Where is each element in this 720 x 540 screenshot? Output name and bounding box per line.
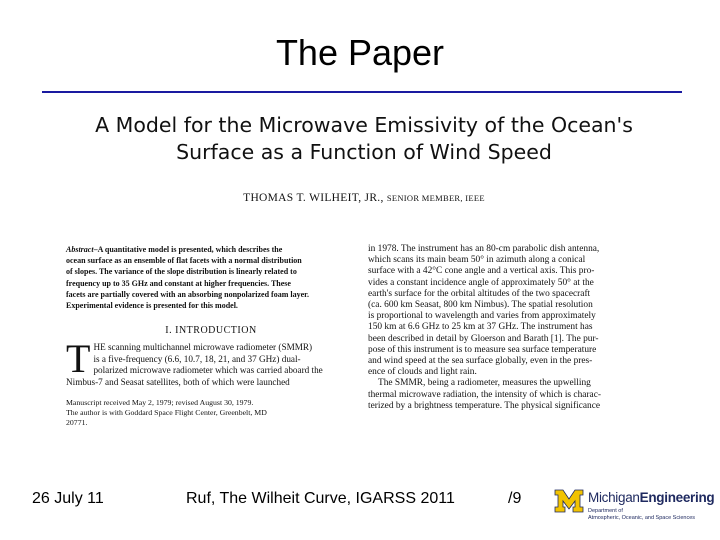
right-column [368,244,662,412]
body-line: earth's surface for the orbital altitudes of the two spacecraft [368,288,591,299]
abstract-lead: Abstract [66,245,94,254]
body-line: thermal microwave radiation, the intensity of which is charac- [368,389,601,400]
author-rank: SENIOR MEMBER, IEEE [386,193,485,203]
footer-title: Ruf, The Wilheit Curve, IGARSS 2011 [186,490,455,507]
slide-title: The Paper [275,32,445,73]
abstract [66,244,356,311]
abstract-line: ocean surface as an ensemble of flat facets with a normal distribution [66,256,302,266]
michigan-engineering-logo [554,486,720,530]
body-line: ence of clouds and light rain. [368,367,477,378]
body-line: which scans its main beam 50° in azimuth along a conical [368,255,586,266]
body-line: vides a constant incidence angle of approximately 50° at the [368,277,594,288]
paper-title-line-1: A Model for the Microwave Emissivity of the Ocean's [95,113,633,137]
body-line: The SMMR, being a radiometer, measures the upwelling [378,378,591,389]
intro-paragraph [66,336,356,388]
logo-department: Department of Atmospheric, Oceanic, and Space Sciences [588,508,696,521]
paper-title-line-2: Surface as a Function of Wind Speed [176,140,552,164]
abstract-line: facets are partially covered with an absorbing nonpolarized foam layer. [66,289,309,299]
section-heading: I. INTRODUCTION [165,325,257,337]
body-line: pose of this instrument is to measure sea surface temperature [368,344,597,355]
body-line: terized by a brightness temperature. The physical significance [368,400,601,411]
intro-line: Nimbus-7 and Seasat satellites, both of which were launched [66,376,290,387]
intro-line: polarized microwave radiometer which was carried aboard the [93,365,323,376]
intro-line: is a five-frequency (6.6, 10.7, 18, 21, and 37 GHz) dual- [93,353,301,364]
logo-wordmark: MichiganEngineering [588,490,715,505]
title-rule [42,91,682,93]
manuscript-line: The author is with Goddard Space Flight Center, Greenbelt, MD [66,408,267,418]
manuscript-line: 20771. [66,418,88,428]
intro-line: HE scanning multichannel microwave radiometer (SMMR) [93,342,313,353]
left-column [66,244,356,428]
body-line: surface with a 42°C cone angle and a vertical axis. This pro- [368,266,595,277]
body-line: in 1978. The instrument has an 80-cm parabolic dish antenna, [368,244,600,254]
abstract-line: frequency up to 35 GHz and constant at higher frequencies. These [66,278,291,288]
abstract-line: Abstract–A quantitative model is presented, which describes the [66,245,283,254]
body-line: is proportional to wavelength and varies from approximately [368,311,596,322]
body-line: (ca. 600 km Seasat, 800 km Nimbus). The spatial resolution [368,300,593,311]
manuscript-line: Manuscript received May 2, 1979; revised August 30, 1979. [66,398,254,408]
block-m-icon [554,486,584,516]
manuscript-note [66,398,356,428]
drop-cap: T [66,336,91,382]
author-name: THOMAS T. WILHEIT, JR., [243,192,384,204]
footer-date: 26 July 11 [32,490,104,507]
page-number: /9 [508,490,522,507]
body-line: and wind speed at the sea surface globally, even in the pres- [368,356,593,367]
abstract-line: of slopes. The variance of the slope distribution is linearly related to [66,267,297,277]
body-line: 150 km at 6.6 GHz to 25 km at 37 GHz. The instrument has [368,322,593,333]
paper-title [54,112,674,166]
body-line: been described in detail by Gloerson and Barath [1]. The pur- [368,333,599,344]
paper-author [54,192,674,204]
abstract-line: Experimental evidence is presented for this model. [66,301,238,311]
paper-excerpt [54,104,674,474]
